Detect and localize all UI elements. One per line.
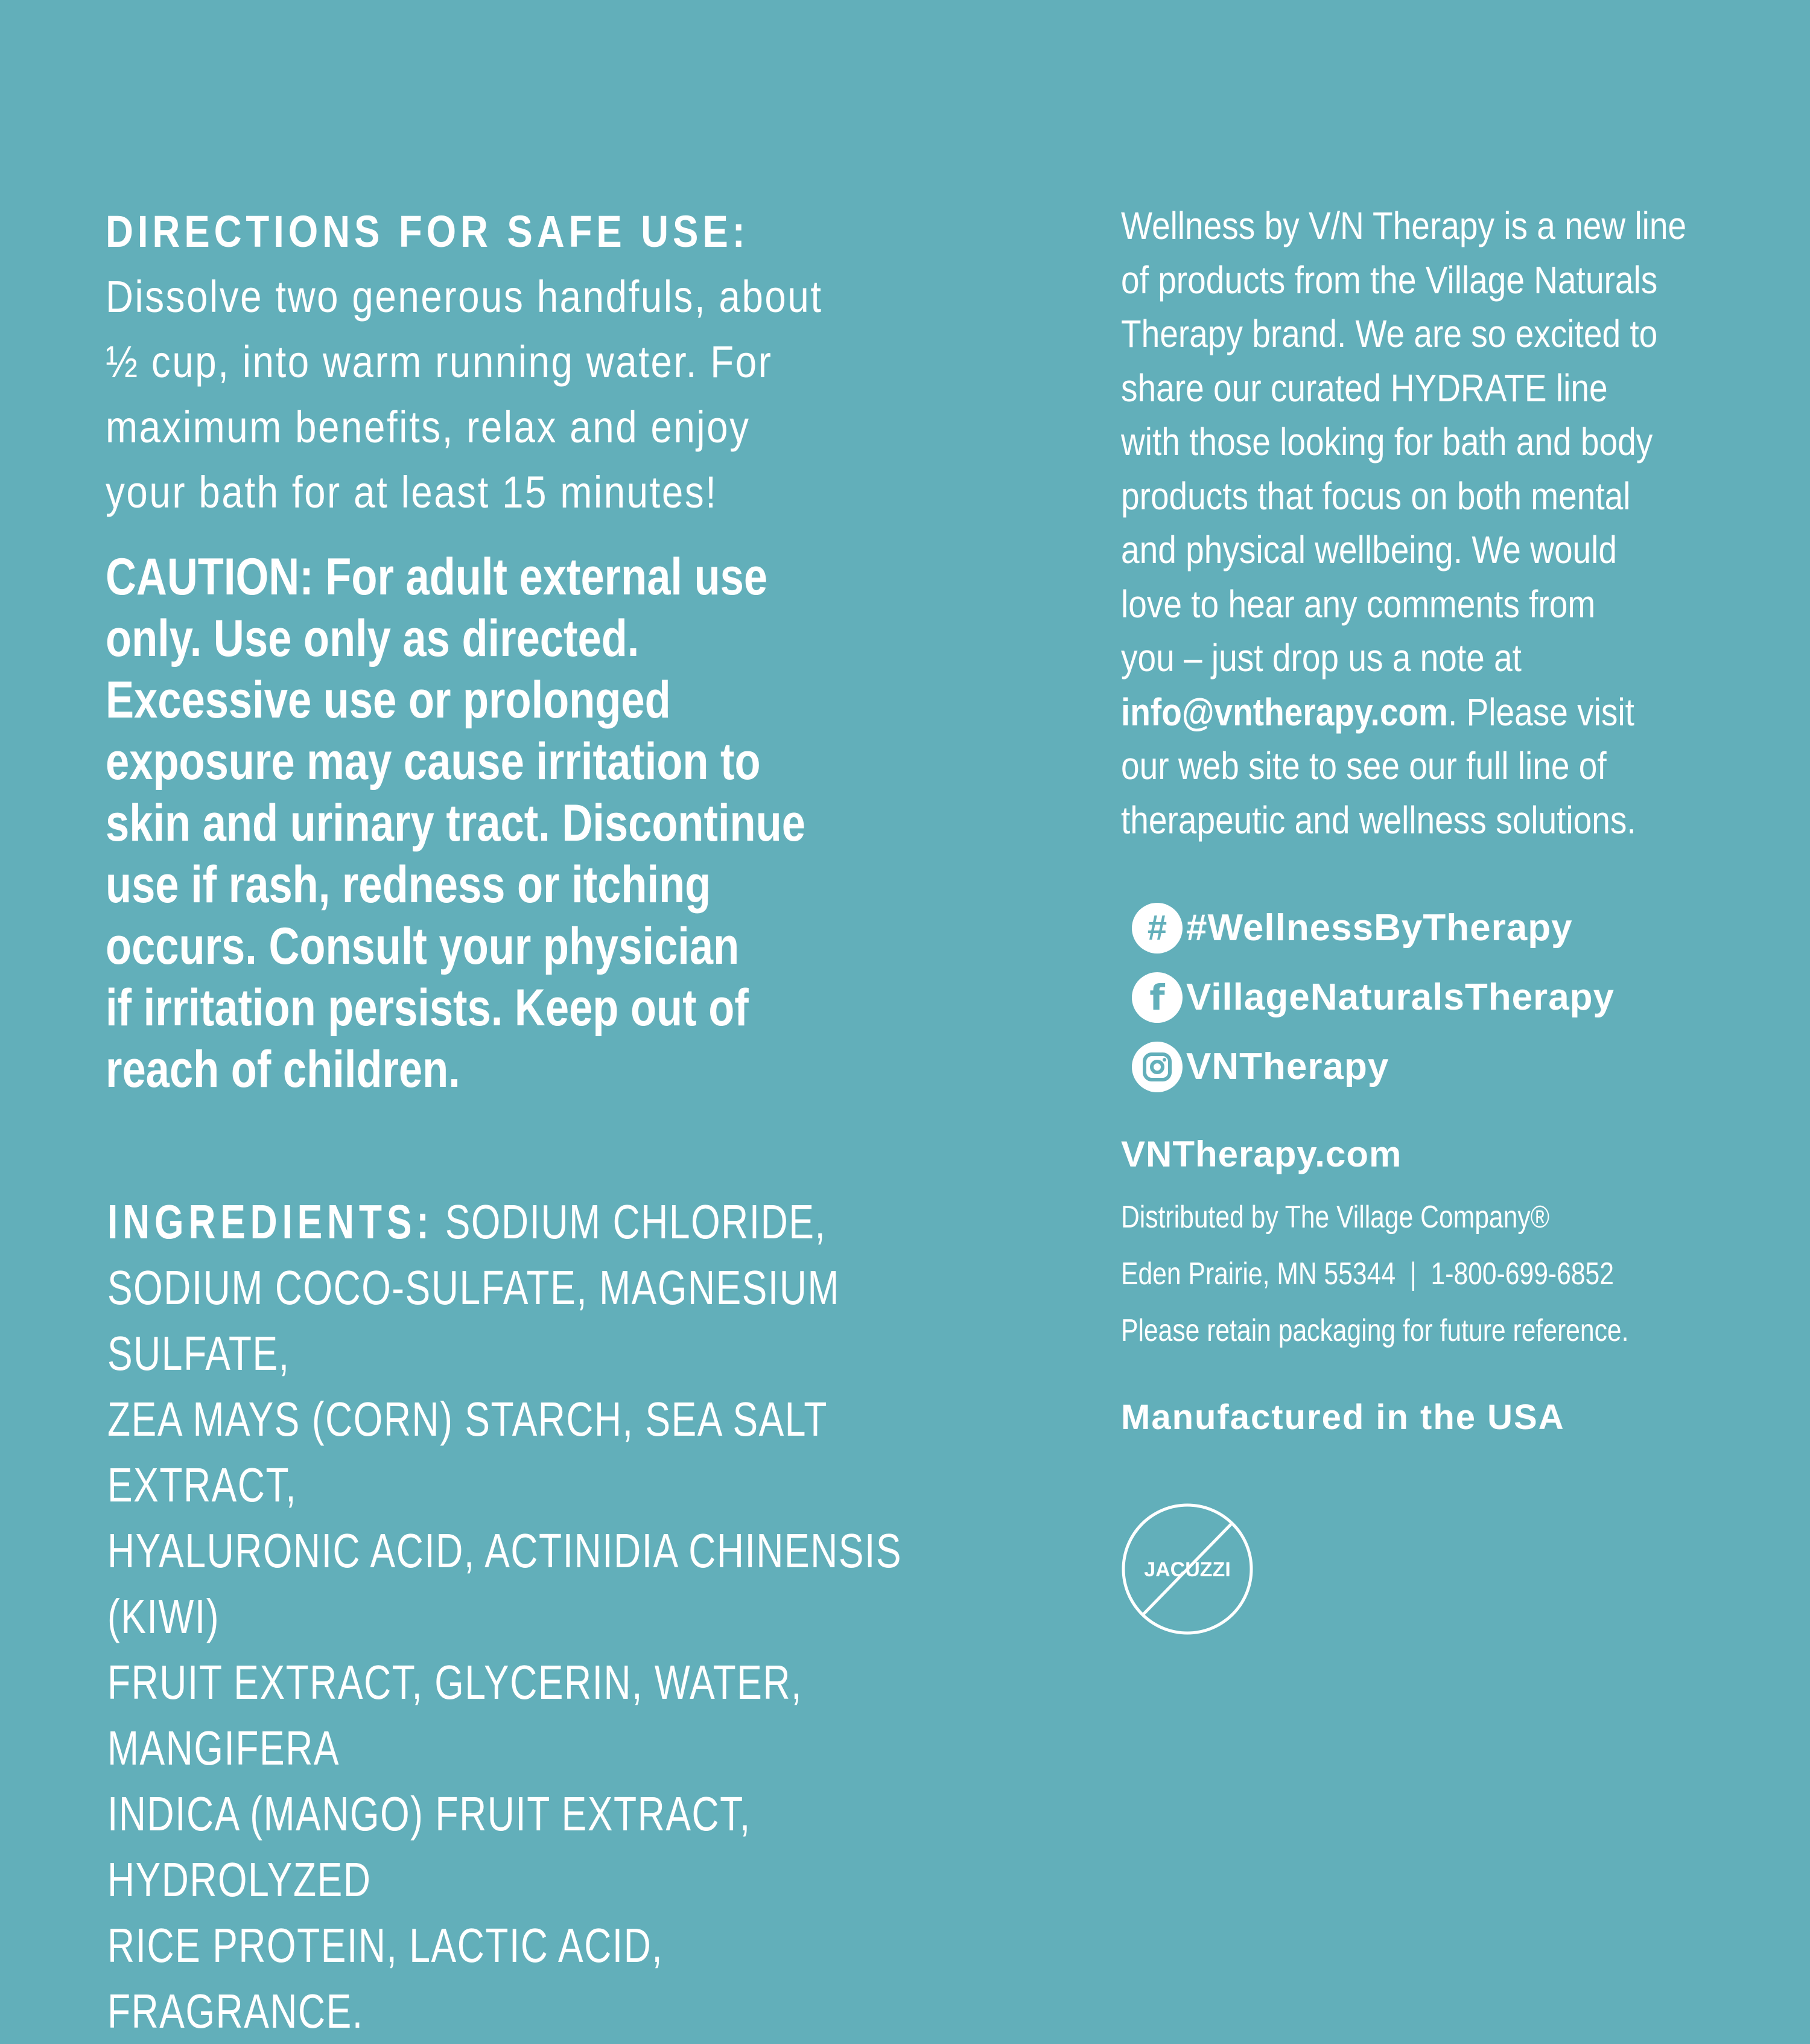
about-line: love to hear any comments from — [1121, 582, 1596, 626]
social-instagram[interactable] — [1132, 1032, 1615, 1101]
about-line: products that focus on both mental — [1121, 474, 1631, 518]
about-line: Wellness by V/N Therapy is a new line — [1121, 204, 1687, 247]
directions-section — [106, 199, 910, 525]
caution-line: if irritation persists. Keep out of — [106, 979, 749, 1037]
ingredients-line: ZEA MAYS (CORN) STARCH, SEA SALT EXTRACT, — [107, 1392, 827, 1512]
ingredients-line: INDICA (MANGO) FRUIT EXTRACT, HYDROLYZED — [107, 1787, 751, 1906]
caution-line: exposure may cause irritation to — [106, 733, 761, 791]
distributor-line: Distributed by The Village Company® — [1121, 1200, 1550, 1235]
social-hashtag[interactable] — [1132, 893, 1615, 963]
jacuzzi-label: JACUZZI — [1144, 1558, 1231, 1581]
about-line: and physical wellbeing. We would — [1121, 528, 1617, 571]
social-label: VillageNaturalsTherapy — [1186, 976, 1615, 1018]
facebook-icon: f — [1132, 972, 1183, 1023]
left-column — [106, 199, 950, 2038]
about-line: share our curated HYDRATE line — [1121, 366, 1608, 410]
about-line: . Please visit — [1447, 690, 1634, 734]
caution-line: only. Use only as directed. — [106, 610, 640, 667]
about-line: our web site to see our full line of — [1121, 744, 1607, 788]
ingredients-line: SODIUM COCO-SULFATE, MAGNESIUM SULFATE, — [107, 1261, 840, 1380]
ingredients-line: FRUIT EXTRACT, GLYCERIN, WATER, MANGIFERA — [107, 1655, 802, 1775]
about-line: with those looking for bath and body — [1121, 420, 1653, 463]
hashtag-icon: # — [1132, 903, 1183, 954]
directions-line: ½ cup, into warm running water. For — [106, 337, 773, 387]
caution-line: occurs. Consult your physician — [106, 917, 740, 975]
ingredients-line: RICE PROTEIN, LACTIC ACID, FRAGRANCE. — [107, 1918, 664, 2038]
social-facebook[interactable] — [1132, 963, 1615, 1032]
about-paragraph — [1121, 199, 1692, 847]
caution-line: use if rash, redness or itching — [106, 856, 711, 914]
caution-line: CAUTION: For adult external use — [106, 548, 768, 606]
directions-line: maximum benefits, relax and enjoy — [106, 402, 751, 452]
ingredients-heading: INGREDIENTS: — [107, 1195, 434, 1249]
directions-line: your bath for at least 15 minutes! — [106, 467, 718, 517]
caution-line: skin and urinary tract. Discontinue — [106, 794, 805, 852]
directions-heading: DIRECTIONS FOR SAFE USE: — [106, 206, 749, 256]
email-link[interactable]: info@vntherapy.com — [1121, 690, 1448, 734]
about-line: Therapy brand. We are so excited to — [1121, 312, 1658, 355]
caution-section — [106, 546, 897, 1100]
social-label: #WellnessByTherapy — [1186, 907, 1573, 949]
ingredients-line: HYALURONIC ACID, ACTINIDIA CHINENSIS (KIWI) — [107, 1524, 903, 1643]
directions-line: Dissolve two generous handfuls, about — [106, 272, 823, 322]
distributor-line: Please retain packaging for future reference. — [1121, 1313, 1629, 1348]
caution-line: reach of children. — [106, 1040, 460, 1098]
social-links — [1132, 893, 1615, 1101]
social-label: VNTherapy — [1186, 1046, 1389, 1087]
ingredients-section — [107, 1189, 907, 2044]
right-column — [1121, 199, 1724, 1581]
website-link[interactable]: VNTherapy.com — [1121, 1134, 1402, 1174]
distributor-line: Eden Prairie, MN 55344 | 1-800-699-6852 — [1121, 1256, 1614, 1291]
manufactured-label: Manufactured in the USA — [1121, 1398, 1565, 1437]
about-line: you – just drop us a note at — [1121, 636, 1522, 680]
ingredients-line: SODIUM CHLORIDE, — [433, 1195, 827, 1249]
distributor-info — [1121, 1189, 1739, 1359]
no-jacuzzi-icon — [1121, 1503, 1254, 1635]
caution-line: Excessive use or prolonged — [106, 671, 671, 729]
instagram-icon — [1132, 1042, 1183, 1092]
about-line: of products from the Village Naturals — [1121, 258, 1658, 302]
about-line: therapeutic and wellness solutions. — [1121, 798, 1636, 842]
